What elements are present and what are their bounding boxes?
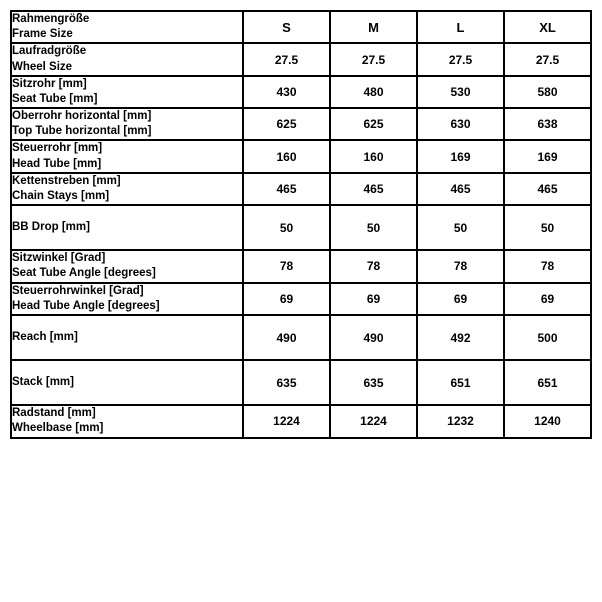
cell-m: 1224 <box>330 405 417 437</box>
cell-l: 78 <box>417 250 504 282</box>
header-frame-size <box>11 11 243 43</box>
row-label <box>11 205 243 250</box>
header-size-xl: XL <box>504 11 591 43</box>
cell-s: 27.5 <box>243 43 330 75</box>
row-label-de: Sitzwinkel [Grad] <box>12 252 106 265</box>
cell-l: 651 <box>417 360 504 405</box>
cell-m: 480 <box>330 76 417 108</box>
cell-s: 1224 <box>243 405 330 437</box>
table-row <box>11 140 591 172</box>
cell-xl: 69 <box>504 283 591 315</box>
row-label-en: Seat Tube [mm] <box>12 92 98 105</box>
row-label-de: Oberrohr horizontal [mm] <box>12 110 152 123</box>
cell-xl: 27.5 <box>504 43 591 75</box>
cell-xl: 50 <box>504 205 591 250</box>
table-row <box>11 108 591 140</box>
header-size-s: S <box>243 11 330 43</box>
cell-m: 27.5 <box>330 43 417 75</box>
cell-l: 69 <box>417 283 504 315</box>
cell-m: 160 <box>330 140 417 172</box>
frame-geometry-table <box>10 10 592 439</box>
table-row <box>11 205 591 250</box>
cell-xl: 638 <box>504 108 591 140</box>
cell-l: 630 <box>417 108 504 140</box>
row-label <box>11 43 243 75</box>
cell-l: 169 <box>417 140 504 172</box>
cell-l: 530 <box>417 76 504 108</box>
cell-m: 625 <box>330 108 417 140</box>
table-header-row <box>11 11 591 43</box>
cell-m: 490 <box>330 315 417 360</box>
row-label <box>11 108 243 140</box>
row-label-en: Chain Stays [mm] <box>12 189 110 202</box>
table-row <box>11 76 591 108</box>
cell-xl: 169 <box>504 140 591 172</box>
table-row <box>11 360 591 405</box>
table-row <box>11 283 591 315</box>
cell-m: 465 <box>330 173 417 205</box>
row-label <box>11 76 243 108</box>
row-label-de: Radstand [mm] <box>12 407 96 420</box>
row-label <box>11 405 243 437</box>
row-label-de: Sitzrohr [mm] <box>12 77 87 90</box>
table-row <box>11 405 591 437</box>
cell-xl: 78 <box>504 250 591 282</box>
row-label-en: Top Tube horizontal [mm] <box>12 125 152 138</box>
cell-s: 625 <box>243 108 330 140</box>
cell-l: 27.5 <box>417 43 504 75</box>
cell-s: 69 <box>243 283 330 315</box>
row-label <box>11 283 243 315</box>
row-label-de: Laufradgröße <box>12 45 87 58</box>
row-label <box>11 140 243 172</box>
row-label <box>11 173 243 205</box>
row-label-de: Reach [mm] <box>12 330 78 343</box>
table-row <box>11 315 591 360</box>
cell-s: 160 <box>243 140 330 172</box>
row-label-de: Stack [mm] <box>12 376 74 389</box>
cell-l: 50 <box>417 205 504 250</box>
cell-s: 635 <box>243 360 330 405</box>
cell-xl: 465 <box>504 173 591 205</box>
row-label-en: Head Tube [mm] <box>12 157 102 170</box>
cell-xl: 1240 <box>504 405 591 437</box>
cell-l: 1232 <box>417 405 504 437</box>
row-label-en: Head Tube Angle [degrees] <box>12 299 160 312</box>
row-label-de: Steuerrohr [mm] <box>12 142 103 155</box>
header-size-m: M <box>330 11 417 43</box>
row-label-de: BB Drop [mm] <box>12 221 90 234</box>
row-label <box>11 250 243 282</box>
row-label-de: Steuerrohrwinkel [Grad] <box>12 284 144 297</box>
header-size-l: L <box>417 11 504 43</box>
header-frame-size-en: Frame Size <box>12 28 73 41</box>
header-frame-size-de: Rahmengröße <box>12 13 90 25</box>
cell-l: 465 <box>417 173 504 205</box>
cell-m: 78 <box>330 250 417 282</box>
cell-s: 430 <box>243 76 330 108</box>
row-label-en: Wheel Size <box>12 60 73 73</box>
table-row <box>11 250 591 282</box>
table-row <box>11 173 591 205</box>
table-row <box>11 43 591 75</box>
cell-s: 78 <box>243 250 330 282</box>
row-label <box>11 360 243 405</box>
cell-m: 69 <box>330 283 417 315</box>
row-label <box>11 315 243 360</box>
cell-xl: 500 <box>504 315 591 360</box>
cell-m: 635 <box>330 360 417 405</box>
cell-s: 490 <box>243 315 330 360</box>
cell-l: 492 <box>417 315 504 360</box>
row-label-en: Seat Tube Angle [degrees] <box>12 267 156 280</box>
row-label-de: Kettenstreben [mm] <box>12 174 121 187</box>
row-label-en: Wheelbase [mm] <box>12 422 104 435</box>
cell-m: 50 <box>330 205 417 250</box>
cell-s: 50 <box>243 205 330 250</box>
cell-xl: 651 <box>504 360 591 405</box>
cell-xl: 580 <box>504 76 591 108</box>
cell-s: 465 <box>243 173 330 205</box>
